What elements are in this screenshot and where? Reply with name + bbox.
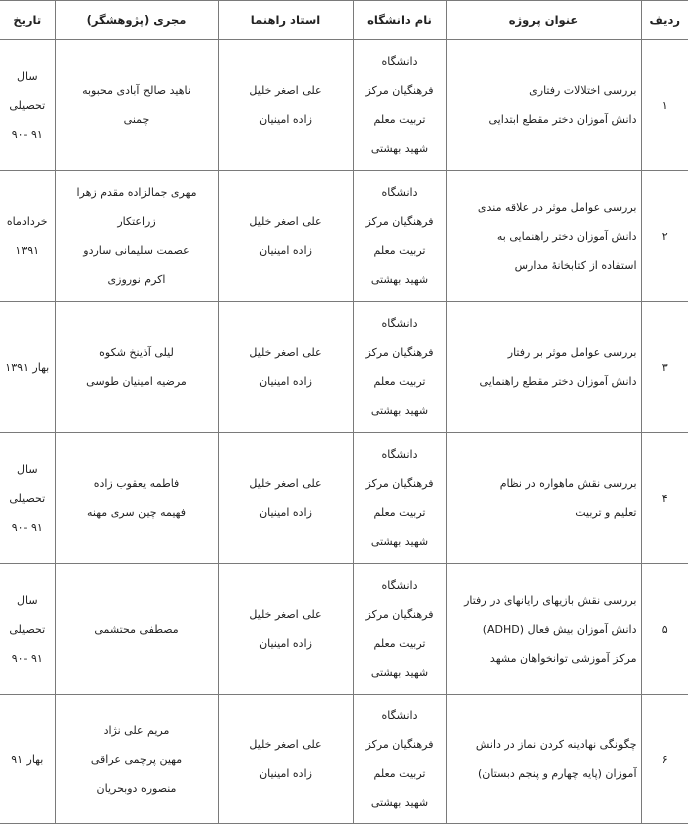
table-row: [0, 40, 688, 171]
cell-university-line: دانشگاه: [381, 448, 418, 461]
cell-date-line: سال: [16, 593, 38, 607]
cell-university-line: فرهنگیان مرکز: [365, 477, 434, 490]
cell-advisor-line: علی اصغر خلیل: [249, 346, 322, 359]
cell-university-line: شهید بهشتی: [370, 666, 429, 679]
cell-university-line: دانشگاه: [381, 709, 418, 722]
cell-researchers-line: زراعتکار: [117, 215, 156, 228]
cell-university-line: شهید بهشتی: [370, 796, 429, 809]
cell-researchers-line: منصوره دوبحریان: [96, 781, 177, 795]
cell-researchers-line: مریم علی نژاد: [103, 723, 170, 737]
cell-date-line: بهار ۹۱: [11, 752, 44, 766]
cell-researchers-line: فاطمه یعقوب زاده: [93, 477, 180, 490]
cell-project-title-line: بررسی اختلالات رفتاری: [529, 84, 637, 97]
cell-advisor: [218, 302, 353, 433]
cell-project-title: [446, 433, 641, 564]
cell-project-title-line: تعلیم و تربیت: [575, 506, 637, 519]
cell-university-line: تربیت معلم: [373, 244, 426, 257]
cell-researchers-line: مرضیه امینیان طوسی: [86, 375, 187, 388]
header-researchers: مجری (پژوهشگر): [55, 1, 218, 40]
cell-advisor-line: زاده امینیان: [259, 506, 312, 519]
cell-researchers-line: لیلی آذینخ شکوه: [99, 346, 174, 359]
cell-researchers: [55, 564, 218, 695]
header-date: تاریخ: [0, 1, 55, 40]
cell-advisor-line: علی اصغر خلیل: [249, 738, 322, 751]
cell-university-line: دانشگاه: [381, 186, 418, 199]
cell-project-title-line: دانش آموزان دختر مقطع راهنمایی: [479, 375, 637, 388]
cell-project-title-line: بررسی عوامل موثر بر رفتار: [507, 346, 637, 359]
cell-advisor-line: زاده امینیان: [259, 375, 312, 388]
cell-date-line: تحصیلی: [9, 622, 46, 636]
cell-project-title-line: بررسی نقش ماهواره در نظام: [499, 477, 637, 490]
cell-university-line: فرهنگیان مرکز: [365, 84, 434, 97]
cell-university-line: دانشگاه: [381, 317, 418, 330]
cell-project-title: [446, 564, 641, 695]
cell-advisor-line: زاده امینیان: [259, 113, 312, 126]
cell-project-title: [446, 695, 641, 824]
header-project-title: عنوان پروژه: [446, 1, 641, 40]
cell-date-line: ۹۱ -۹۰: [11, 520, 43, 534]
cell-project-title-line: چگونگی نهادینه کردن نماز در دانش: [475, 738, 637, 751]
table-header-row: [0, 1, 688, 40]
cell-university: [353, 564, 446, 695]
cell-university-line: فرهنگیان مرکز: [365, 608, 434, 621]
cell-researchers-line: مهری جمالزاده مقدم زهرا: [76, 186, 197, 199]
cell-researchers: [55, 695, 218, 824]
cell-project-title-line: آموزان (پایه چهارم و پنجم دبستان): [478, 767, 637, 780]
cell-researchers-line: فهیمه چین سری مهنه: [87, 506, 186, 519]
cell-university: [353, 171, 446, 302]
cell-date-line: سال: [16, 69, 38, 83]
cell-advisor-line: زاده امینیان: [259, 244, 312, 257]
table-row: [0, 564, 688, 695]
cell-date: [0, 171, 55, 302]
cell-date-line: ۱۳۹۱: [15, 244, 40, 257]
cell-project-title-line: دانش آموزان دختر مقطع ابتدایی: [488, 113, 637, 126]
cell-row-number: ۴: [641, 433, 688, 564]
cell-project-title-line: مرکز آموزشی توانخواهان مشهد: [489, 651, 637, 665]
cell-advisor: [218, 695, 353, 824]
cell-university: [353, 302, 446, 433]
cell-university-line: تربیت معلم: [373, 506, 426, 519]
cell-researchers: [55, 40, 218, 171]
cell-university-line: شهید بهشتی: [370, 273, 429, 286]
cell-date: [0, 433, 55, 564]
cell-university-line: فرهنگیان مرکز: [365, 346, 434, 359]
cell-advisor: [218, 40, 353, 171]
cell-advisor: [218, 433, 353, 564]
cell-researchers: [55, 302, 218, 433]
cell-researchers: [55, 433, 218, 564]
cell-university-line: تربیت معلم: [373, 113, 426, 126]
cell-university: [353, 695, 446, 824]
cell-university: [353, 433, 446, 564]
cell-row-number: ۶: [641, 695, 688, 824]
header-row-number: ردیف: [641, 1, 688, 40]
cell-university-line: شهید بهشتی: [370, 535, 429, 548]
cell-researchers-line: ناهید صالح آبادی محبوبه: [82, 84, 191, 97]
cell-researchers-line: عصمت سلیمانی ساردو: [83, 244, 190, 257]
cell-researchers-line: مصطفی محتشمی: [94, 622, 179, 636]
cell-advisor: [218, 564, 353, 695]
cell-advisor-line: علی اصغر خلیل: [249, 84, 322, 97]
cell-university-line: تربیت معلم: [373, 637, 426, 650]
cell-university-line: شهید بهشتی: [370, 142, 429, 155]
cell-date-line: تحصیلی: [9, 491, 46, 505]
cell-university-line: دانشگاه: [381, 579, 418, 592]
cell-researchers: [55, 171, 218, 302]
cell-date: [0, 40, 55, 171]
cell-university-line: فرهنگیان مرکز: [365, 738, 434, 751]
cell-date-line: بهار ۱۳۹۱: [5, 360, 50, 374]
table-row: [0, 695, 688, 824]
cell-row-number: ۱: [641, 40, 688, 171]
cell-university-line: تربیت معلم: [373, 767, 426, 780]
cell-project-title-line: دانش آموزان بیش فعال (ADHD): [482, 622, 637, 636]
cell-date-line: سال: [16, 462, 38, 476]
cell-university-line: فرهنگیان مرکز: [365, 215, 434, 228]
table-row: [0, 433, 688, 564]
cell-project-title: [446, 171, 641, 302]
cell-university: [353, 40, 446, 171]
cell-project-title: [446, 40, 641, 171]
cell-researchers-line: اکرم نوروزی: [107, 273, 166, 286]
header-advisor: استاد راهنما: [218, 1, 353, 40]
cell-advisor-line: زاده امینیان: [259, 767, 312, 780]
cell-date-line: خردادماه: [6, 215, 48, 228]
cell-row-number: ۳: [641, 302, 688, 433]
cell-project-title-line: بررسی نقش بازیهای رایانهای در رفتار: [464, 593, 637, 607]
cell-advisor-line: علی اصغر خلیل: [249, 215, 322, 228]
header-university: نام دانشگاه: [353, 1, 446, 40]
cell-advisor: [218, 171, 353, 302]
cell-project-title-line: دانش آموزان دختر راهنمایی به: [496, 229, 637, 243]
cell-advisor-line: علی اصغر خلیل: [249, 477, 322, 490]
cell-date-line: تحصیلی: [9, 98, 46, 112]
table-row: [0, 171, 688, 302]
cell-project-title-line: بررسی عوامل موثر در علاقه مندی: [477, 200, 637, 214]
cell-advisor-line: علی اصغر خلیل: [249, 608, 322, 621]
cell-date-line: ۹۱ -۹۰: [11, 127, 43, 141]
cell-date: [0, 564, 55, 695]
cell-date: [0, 695, 55, 824]
cell-researchers-line: چمنی: [123, 113, 150, 126]
cell-project-title: [446, 302, 641, 433]
cell-row-number: ۵: [641, 564, 688, 695]
table-row: [0, 302, 688, 433]
cell-row-number: ۲: [641, 171, 688, 302]
cell-university-line: شهید بهشتی: [370, 404, 429, 417]
cell-advisor-line: زاده امینیان: [259, 637, 312, 650]
cell-researchers-line: مهین پرچمی عراقی: [90, 752, 183, 766]
cell-project-title-line: استفاده از کتابخانهٔ مدارس: [514, 258, 637, 272]
cell-date: [0, 302, 55, 433]
cell-university-line: دانشگاه: [381, 55, 418, 68]
cell-date-line: ۹۱ -۹۰: [11, 651, 43, 665]
cell-university-line: تربیت معلم: [373, 375, 426, 388]
